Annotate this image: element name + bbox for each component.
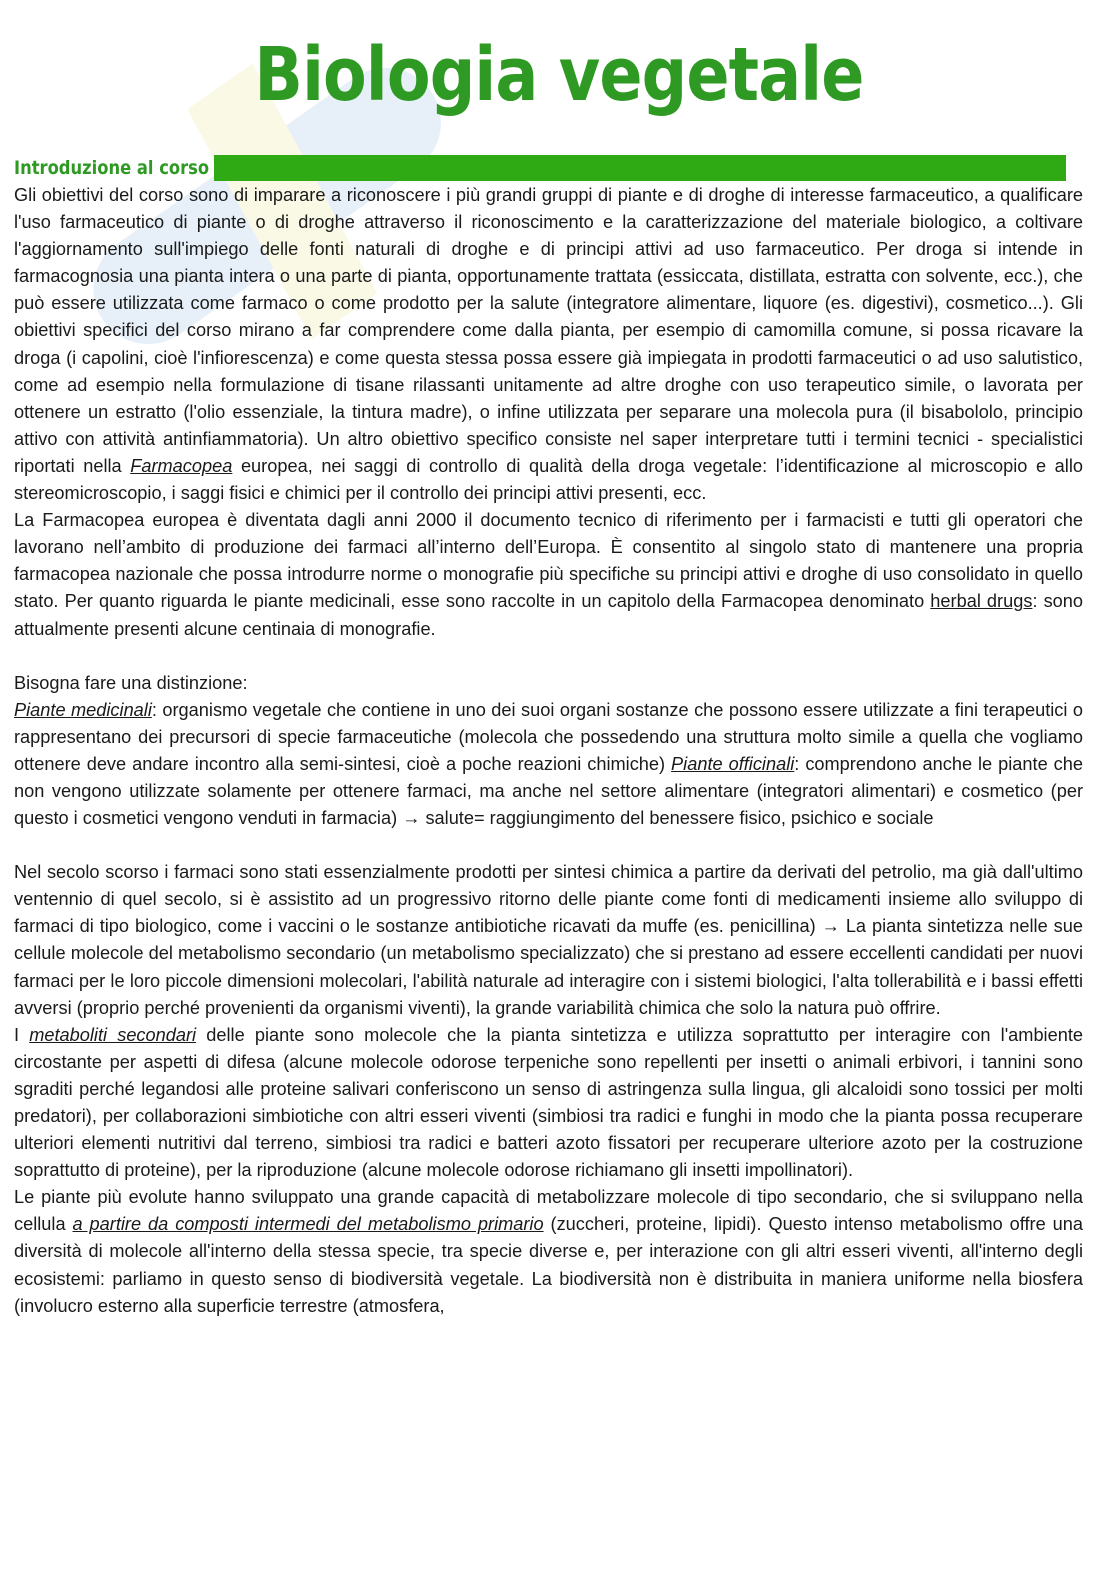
term-metabolismo-primario: a partire da composti intermedi del metabolismo primario (72, 1214, 544, 1235)
section-header (14, 155, 1066, 181)
paragraph-text: : comprendono anche le piante che non vengono utilizzate solamente per ottenere farmaci, ma anche nel settore alimentare (integratori alimentari) e cosmetico (per questo i cosmetici vengono venduti in farmacia) → salute= raggiungimento del benessere fisico, psichico e sociale (14, 753, 1083, 829)
farmacopea-link[interactable]: Farmacopea (130, 455, 233, 476)
term-metaboliti-secondari: metaboliti secondari (29, 1024, 197, 1045)
paragraph-history: Nel secolo scorso i farmaci sono stati essenzialmente prodotti per sintesi chimica a partire da derivati del petrolio, ma già dall'ultimo ventennio di quel secolo, si è assistito ad un progressivo ritorno delle piante come fonti di medicamenti insieme allo sviluppo di farmaci di tipo biologico, come i vaccini o le sostanze antibiotiche ricavati da muffe (es. penicillina) → La pianta sintetizza nelle sue cellule molecole del metabolismo secondario (un metabolismo specializzato) che si prestano ad essere eccellenti candidati per nuovi farmaci per le loro piccole dimensioni molecolari, l'abilità naturale ad interagire con i sistemi biologici, l'alta tollerabilità e i bassi effetti avversi (proprio perché provenienti da organismi viventi), la grande variabilità chimica che solo la natura può offrire. (14, 862, 1083, 1018)
paragraph-text: delle piante sono molecole che la pianta sintetizza e utilizza soprattutto per interagire con l'ambiente circostante per aspetti di difesa (alcune molecole odorose terpeniche sono repellenti per insetti o animali erbivori, i tannini sono sgraditi perché legandosi alle proteine salivari conferiscono un senso di astringenza sulla lingua, gli alcaloidi sono tossici per molti predatori), per collaborazioni simbiotiche con altri esseri viventi (simbiosi tra radici e funghi in modo che la pianta possa recuperare ulteriori elementi nutritivi dal terreno, simbiosi tra radici e batteri azoto fissatori per recuperare ulteriore azoto per la costruzione soprattutto di proteine), per la riproduzione (alcune molecole odorose richiamano gli insetti impollinatori). (14, 1024, 1083, 1181)
paragraph-metabolites (14, 1022, 1083, 1185)
paragraph-text: : sono attualmente presenti alcune centinaia di monografie. (14, 591, 1084, 639)
term-piante-medicinali: Piante medicinali (14, 699, 152, 720)
page-title: Biologia vegetale (254, 32, 864, 118)
paragraph-definitions (14, 697, 1083, 832)
paragraph-text: (zuccheri, proteine, lipidi). Questo intenso metabolismo offre una diversità di molecole all'interno della stessa specie, tra specie diverse e, per interazione con gli altri esseri viventi, all'interno degli ecosistemi: parliamo in questo senso di biodiversità vegetale. La biodiversità non è distribuita in maniera uniforme nella biosfera (involucro esterno alla superficie terrestre (atmosfera, (14, 1214, 1083, 1316)
paragraph-text: Le piante più evolute hanno sviluppato una grande capacità di metabolizzare molecole di tipo secondario, che si sviluppano nella cellula (14, 1187, 1083, 1235)
paragraph-objectives (14, 182, 1083, 507)
section-rule (214, 155, 1066, 181)
paragraph-text: La Farmacopea europea è diventata dagli anni 2000 il documento tecnico di riferimento per i farmacisti e tutti gli operatori che lavorano nell’ambito di produzione dei farmaci all’interno dell’Europa. È consentito al singolo stato di mantenere una propria farmacopea nazionale che possa introdurre norme o monografie più specifiche su principi attivi e droghe di uso consolidato in quello stato. Per quanto riguarda le piante medicinali, esse sono raccolte in un capitolo della Farmacopea denominato (14, 510, 1083, 612)
herbal-drugs-link[interactable]: herbal drugs (930, 591, 1033, 612)
paragraph-text: : organismo vegetale che contiene in uno dei suoi organi sostanze che possono essere utilizzate a fini terapeutici o rappresentano dei precursori di specie farmaceutiche (molecola che possedendo una struttura molto simile a quella che vogliamo ottenere deve andare incontro alla semi-sintesi, cioè a poche reazioni chimiche) (14, 699, 1083, 774)
paragraph-distinction-intro: Bisogna fare una distinzione: (14, 672, 248, 693)
document-body (14, 182, 1083, 1320)
section-heading: Introduzione al corso (14, 157, 210, 179)
paragraph-text: Gli obiettivi del corso sono di imparare a riconoscere i più grandi gruppi di piante e di droghe di interesse farmaceutico, a qualificare l'uso farmaceutico di piante o di droghe attraverso il riconoscimento e la caratterizzazione del materiale biologico, a coltivare l'aggiornamento sull'impiego delle fonti naturali di droghe e di principi attivi ad uso farmaceutico. Per droga si intende in farmacognosia una pianta intera o una parte di pianta, opportunamente trattata (essiccata, distillata, estratta con solvente, ecc.), che può essere utilizzata come farmaco o come prodotto per la salute (integratore alimentare, liquore (es. digestivi), cosmetico...). Gli obiettivi specifici del corso mirano a far comprendere come dalla pianta, per esempio di camomilla comune, si possa ricavare la droga (i capolini, cioè l'infiorescenza) e come questa stessa possa essere già impiegata in prodotti farmaceutici o ad uso salutistico, come ad esempio nella formulazione di tisane rilassanti unitamente ad altre droghe con uso terapeutico simile, o lavorata per ottenere un estratto (l'olio essenziale, la tintura madre), o infine utilizzata per separare una molecola pura (il bisabololo, principio attivo con attività antinfiammatoria). Un altro obiettivo specifico consiste nel saper interpretare tutti i termini tecnici - specialistici riportati nella (14, 185, 1083, 476)
paragraph-text: europea, nei saggi di controllo di qualità della droga vegetale: l’identificazione al microscopio e allo stereomicroscopio, i saggi fisici e chimici per il controllo dei principi attivi presenti, ecc. (14, 455, 1083, 504)
paragraph-text: I (14, 1024, 30, 1045)
paragraph-farmacopea (14, 507, 1083, 642)
paragraph-biodiversity (14, 1184, 1083, 1319)
term-piante-officinali: Piante officinali (671, 753, 795, 774)
